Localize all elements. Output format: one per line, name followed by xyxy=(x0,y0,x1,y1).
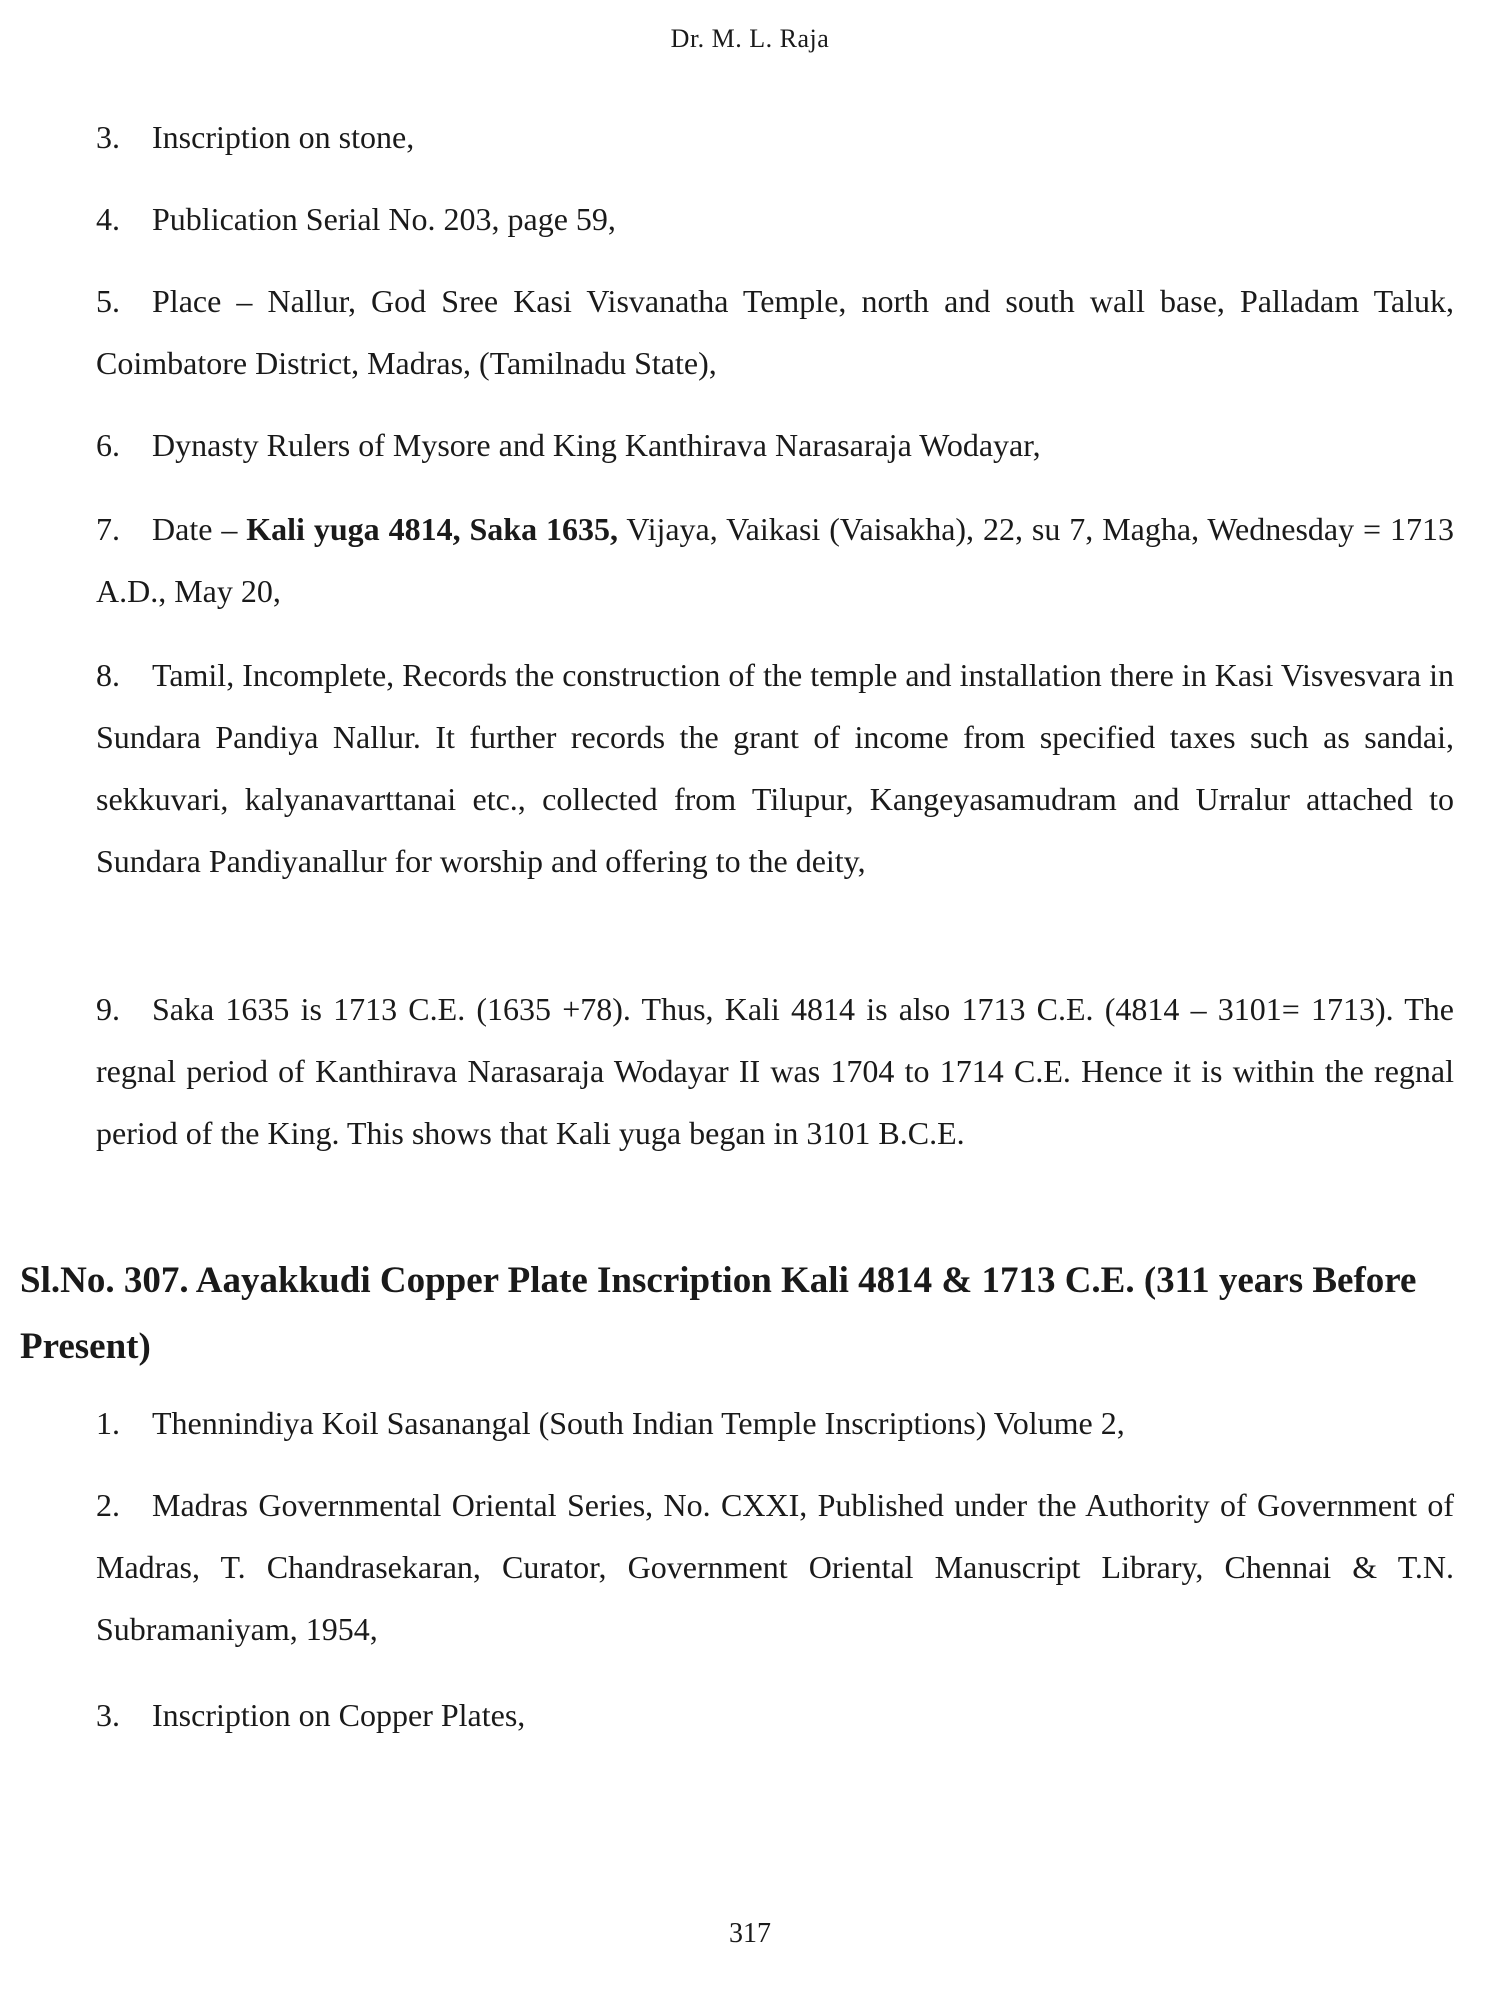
item-number: 3. xyxy=(96,1697,120,1733)
list-item xyxy=(96,1392,1454,1454)
item-text-lead: Date – xyxy=(152,511,247,547)
item-number: 5. xyxy=(96,283,120,319)
list-item xyxy=(96,498,1454,622)
item-number: 1. xyxy=(96,1405,120,1441)
item-number: 3. xyxy=(96,119,120,155)
item-text: Place – Nallur, God Sree Kasi Visvanatha Temple, north and south wall base, Palladam Taluk, Coimbatore District, Madras, (Tamilnadu State), xyxy=(96,283,1454,381)
list-item xyxy=(96,188,1454,250)
item-text: Dynasty Rulers of Mysore and King Kanthirava Narasaraja Wodayar, xyxy=(152,427,1041,463)
page-number: 317 xyxy=(729,1918,771,1949)
item-text: Inscription on Copper Plates, xyxy=(152,1697,526,1733)
item-text-bold: Kali yuga 4814, Saka 1635, xyxy=(246,511,619,547)
item-text: Saka 1635 is 1713 C.E. (1635 +78). Thus, Kali 4814 is also 1713 C.E. (4814 – 3101= 1713). The regnal period of Kanthirava Narasaraja Wodayar II was 1704 to 1714 C.E. Hence it is within the regnal period of the King. This shows that Kali yuga began in 3101 B.C.E. xyxy=(96,991,1454,1151)
list-item xyxy=(96,106,1454,168)
item-number: 6. xyxy=(96,427,120,463)
item-text: Publication Serial No. 203, page 59, xyxy=(152,201,616,237)
item-number: 8. xyxy=(96,657,120,693)
list-item xyxy=(96,1684,1454,1746)
item-text: Tamil, Incomplete, Records the construction of the temple and installation there in Kasi Visvesvara in Sundara Pandiya Nallur. It further records the grant of income from specified taxes such as sandai, sekkuvari, kalyanavarttanai etc., collected from Tilupur, Kangeyasamudram and Urralur attached to Sundara Pandiyanallur for worship and offering to the deity, xyxy=(96,657,1454,879)
item-text: Inscription on stone, xyxy=(152,119,415,155)
list-item xyxy=(96,644,1454,892)
list-item xyxy=(96,270,1454,394)
item-text: Thennindiya Koil Sasanangal (South Indian Temple Inscriptions) Volume 2, xyxy=(152,1405,1125,1441)
item-text-rest: Vijaya, Vaikasi (Vaisakha), 22, su 7, Magha, Wednesday = 1713 A.D., May 20, xyxy=(96,511,1455,609)
item-number: 7. xyxy=(96,511,120,547)
list-item xyxy=(96,978,1454,1164)
item-number: 4. xyxy=(96,201,120,237)
running-header: Dr. M. L. Raja xyxy=(670,24,830,53)
item-text: Madras Governmental Oriental Series, No. CXXI, Published under the Authority of Government of Madras, T. Chandrasekaran, Curator, Government Oriental Manuscript Library, Chennai & T.N. Subramaniyam, 1954, xyxy=(96,1487,1454,1647)
item-number: 9. xyxy=(96,991,120,1027)
list-item xyxy=(96,414,1454,476)
list-item xyxy=(96,1474,1454,1660)
section-heading: Sl.No. 307. Aayakkudi Copper Plate Inscription Kali 4814 & 1713 C.E. (311 years Before Present) xyxy=(20,1260,1417,1367)
item-number: 2. xyxy=(96,1487,120,1523)
